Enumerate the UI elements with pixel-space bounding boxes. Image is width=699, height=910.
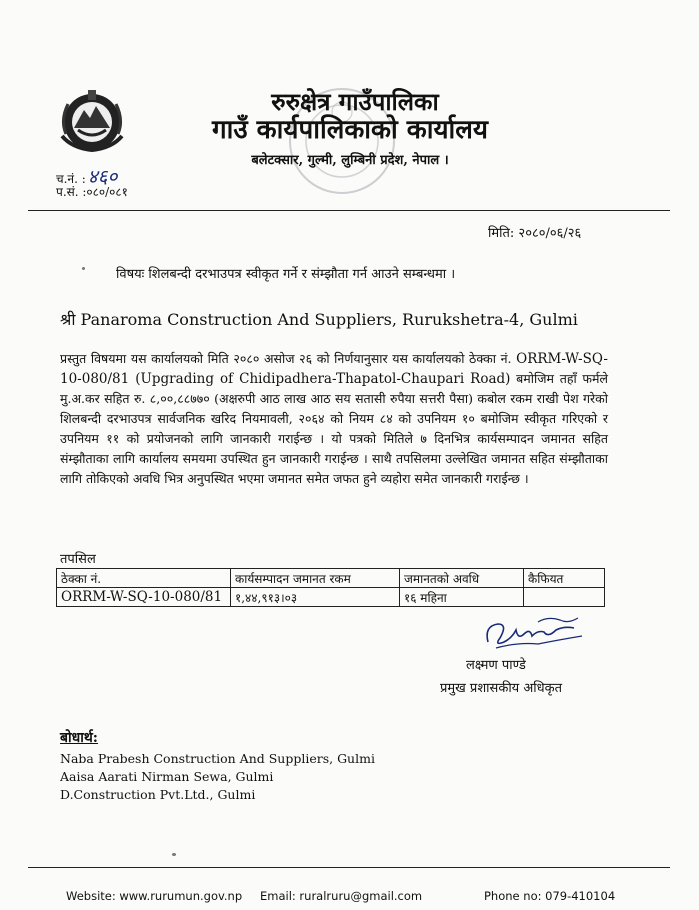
footer-website: Website: www.rurumun.gov.np [66,889,243,903]
cc-list [60,750,375,804]
letter-subject: विषयः शिलबन्दी दरभाउपत्र स्वीकृत गर्ने र संम्झौता गर्न आउने सम्बन्धमा । [116,267,456,282]
nepal-government-emblem [52,84,132,152]
cc-item: D.Construction Pvt.Ltd., Gulmi [60,787,256,802]
header-contract-no: ठेक्का नं. [57,569,231,588]
speck [82,267,85,270]
letter-date: मिति: २०८०/०६/२६ [488,226,582,241]
details-heading: तपसिल [60,552,96,567]
office-name: गाउँ कार्यपालिकाको कार्यालय [212,115,488,145]
cell-guarantee-amount: १,४४,९१३।०३ [231,588,400,607]
signer-name: लक्ष्मण पाण्डे [466,658,526,673]
organization-name: रुरुक्षेत्र गाउँपालिका [271,87,439,116]
cc-item: Naba Prabesh Construction And Suppliers, Gulmi [60,751,375,766]
table-header-row [57,569,605,588]
footer-email: Email: ruralruru@gmail.com [260,889,423,903]
recipient: श्री Panaroma Construction And Suppliers, Rurukshetra-4, Gulmi [60,310,578,329]
body-part-1: प्रस्तुत विषयमा यस कार्यालयको मिति २०८० असोज २६ को निर्णयानुसार यस कार्यालयको ठेक्का नं. [60,351,517,366]
office-address: बलेटक्सार, गुल्मी, लुम्बिनी प्रदेश, नेपाल । [251,153,449,168]
footer-phone: Phone no: 079-410104 [484,889,616,903]
letter-body [60,349,608,489]
dispatch-number-value: ४६० [87,166,118,188]
signer-title: प्रमुख प्रशासकीय अधिकृत [440,681,563,696]
cell-remarks [524,588,605,607]
contract-reference: ORRM-W-SQ-10-080/81 (Upgrading of Chidipadhera-Thapatol-Chaupari Road) [60,351,608,387]
cell-contract-no: ORRM-W-SQ-10-080/81 [57,588,231,607]
header-divider [28,210,670,211]
handwritten-signature [478,612,588,656]
letter-series: प.सं. :०८०/०८१ [56,185,128,199]
header-performance-guarantee: कार्यसम्पादन जमानत रकम [231,569,400,588]
header-remarks: कैफियत [524,569,605,588]
speck [172,853,176,856]
cell-guarantee-period: १६ महिना [400,588,524,607]
cc-item: Aaisa Aarati Nirman Sewa, Gulmi [60,769,274,784]
header-guarantee-period: जमानतको अवधि [400,569,524,588]
body-part-2: बमोजिम तहाँ फर्मले मु.अ.कर सहित रु. ८,००,८८७७० (अक्षरुपी आठ लाख आठ सय सतासी रुपैया सत्तरी पैसा) कबोल रकम राखी पेश गरेको शिलबन्दी दरभाउपत्र सार्वजनिक खरिद नियमावली, २०६४ को नियम ८४ को उपनियम १० बमोजिम स्वीकृत गरिएको र उपनियम ११ को प्रयोजनको लागि जानकारी गराईन्छ । यो पत्रको मितिले ७ दिनभित्र कार्यसम्पादन जमानत सहित संम्झौताका लागि कार्यालय समयमा उपस्थित हुन जानकारी गराईन्छ । साथै तपसिलमा उल्लेखित जमानत सहित संम्झौताका लागि तोकिएको अवधि भित्र अनुपस्थित भएमा जमानत समेत जफत हुने व्यहोरा समेत जानकारी गराईन्छ । [60,371,608,486]
dispatch-number-label: च.नं. : [56,172,86,186]
footer-divider [28,867,670,868]
details-table [56,568,605,607]
cc-heading: बोधार्थ: [60,730,98,746]
table-row [57,588,605,607]
